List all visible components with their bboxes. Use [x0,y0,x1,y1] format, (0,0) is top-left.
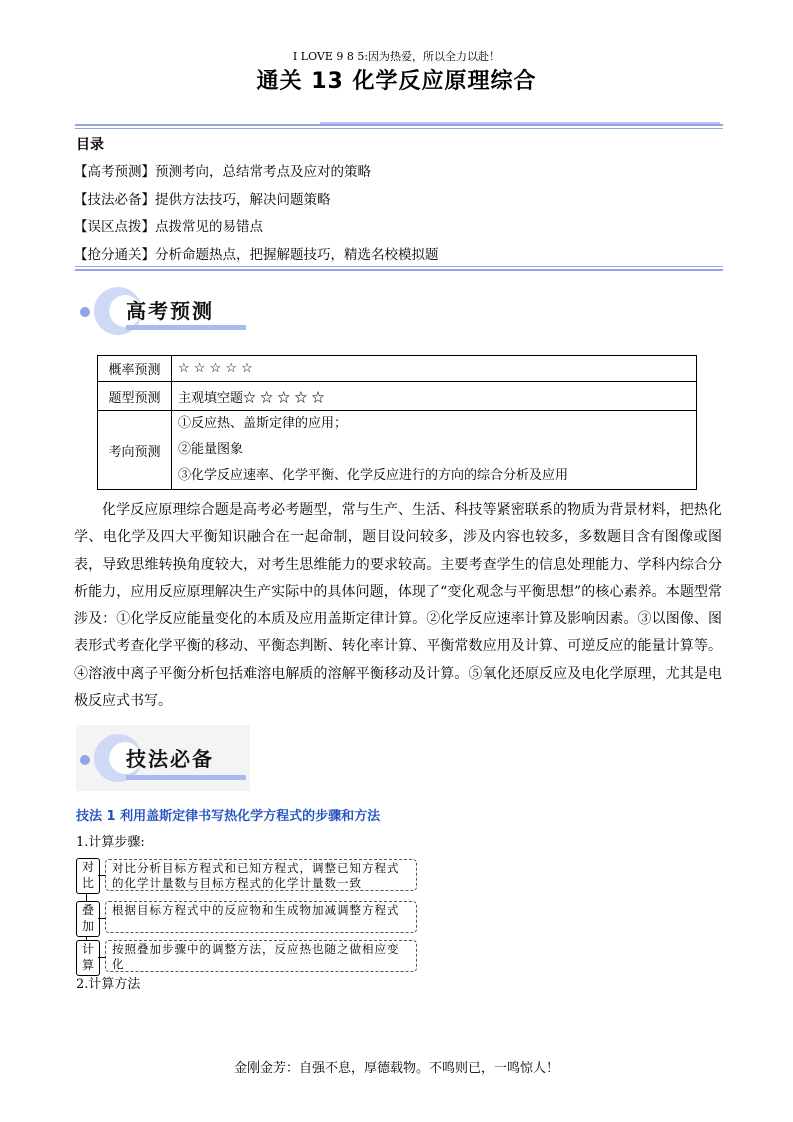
flow-tag-char: 对 [81,860,94,874]
direction-item: ①反应热、盖斯定律的应用； [178,416,348,431]
flow-tag-char: 加 [81,919,94,933]
direction-item: ②能量图象 [178,442,244,457]
top-rule-thin [75,128,723,129]
toc-heading: 目录 [76,137,104,153]
table-cell-label: 题型预测 [98,382,172,411]
banner-underline [126,325,246,330]
table-row [98,382,697,411]
banner-underline [126,775,246,780]
footer-slogan: 金刚金芳：自强不息，厚德载物。不鸣则已，一鸣惊人！ [233,1061,559,1076]
flow-step-tag [76,940,100,976]
steps-heading: 1.计算步骤: [76,835,145,850]
toc-item: 【技法必备】提供方法技巧，解决问题策略 [74,192,331,208]
top-rule-accent [320,122,720,124]
flow-step-tag [76,901,100,937]
flow-tag-char: 算 [81,958,94,972]
flow-link [98,918,105,919]
toc-rule-thick [75,269,723,271]
table-cell-label: 概率预测 [98,356,172,382]
direction-item: ③化学反应速率、化学平衡、化学反应进行的方向的综合分析及应用 [178,468,569,483]
flow-step-box: 按照叠加步骤中的调整方法，反应热也随之做相应变化 [105,940,417,972]
flow-step-box: 对比分析目标方程式和已知方程式，调整已知方程式的化学计量数与目标方程式的化学计量数一致 [105,859,417,891]
method-heading: 2.计算方法 [76,977,141,992]
page-title: 通关 13 化学反应原理综合 [256,69,537,94]
flow-tag-char: 比 [81,876,94,890]
prediction-table [97,355,697,490]
table-row [98,411,697,490]
toc-item: 【抢分通关】分析命题热点，把握解题技巧，精选名校模拟题 [74,247,439,263]
flow-link [98,957,105,958]
table-cell-value: 主观填空题☆ ☆ ☆ ☆ ☆ [172,382,697,411]
intro-text: 化学反应原理综合题是高考必考题型，常与生产、生活、科技等紧密联系的物质为背景材料，把热化学、电化学及四大平衡知识融合在一起命制，题目设问较多，涉及内容也较多，多数题目含有图像或图表，导致思维转换角度较大，对考生思维能力的要求较高。主要考查学生的信息处理能力、学科内综合分析能力，应用反应原理解决生产实际中的具体问题，体现了“变化观念与平衡思想”的核心素养。本题型常涉及：①化学反应能量变化的本质及应用盖斯定律计算。②化学反应速率计算及影响因素。③以图像、图表形式考查化学平衡的移动、平衡态判断、转化率计算、平衡常数应用及计算、可逆反应的能量计算等。④溶液中离子平衡分析包括难溶电解质的溶解平衡移动及计算。⑤氧化还原反应及电化学原理，尤其是电极反应式书写。 [74,502,722,710]
toc-rule-thin [75,266,723,267]
flow-link [98,875,105,876]
section-banner-prediction [76,285,250,337]
toc-item: 【误区点拨】点拨常见的易错点 [74,219,263,235]
technique-title: 技法 1 利用盖斯定律书写热化学方程式的步骤和方法 [76,809,381,824]
table-cell-value: ☆ ☆ ☆ ☆ ☆ [172,356,697,382]
flow-step-box: 根据目标方程式中的反应物和生成物加减调整方程式 [105,901,417,933]
toc-item: 【高考预测】预测考向，总结常考点及应对的策略 [74,164,371,180]
table-cell-label: 考向预测 [98,411,172,490]
banner-title: 高考预测 [126,299,214,323]
table-cell-value [172,411,697,490]
banner-dot-icon [80,307,90,317]
banner-dot-icon [80,755,90,765]
section-banner-technique [76,725,250,791]
banner-title: 技法必备 [126,747,214,771]
table-row [98,356,697,382]
intro-paragraph [74,497,722,715]
header-motto: I LOVE 9 8 5:因为热爱，所以全力以赴！ [292,50,501,63]
flow-tag-char: 叠 [81,903,94,917]
top-rule-thick [75,124,723,126]
flow-step-tag [76,858,100,894]
flow-tag-char: 计 [81,942,94,956]
